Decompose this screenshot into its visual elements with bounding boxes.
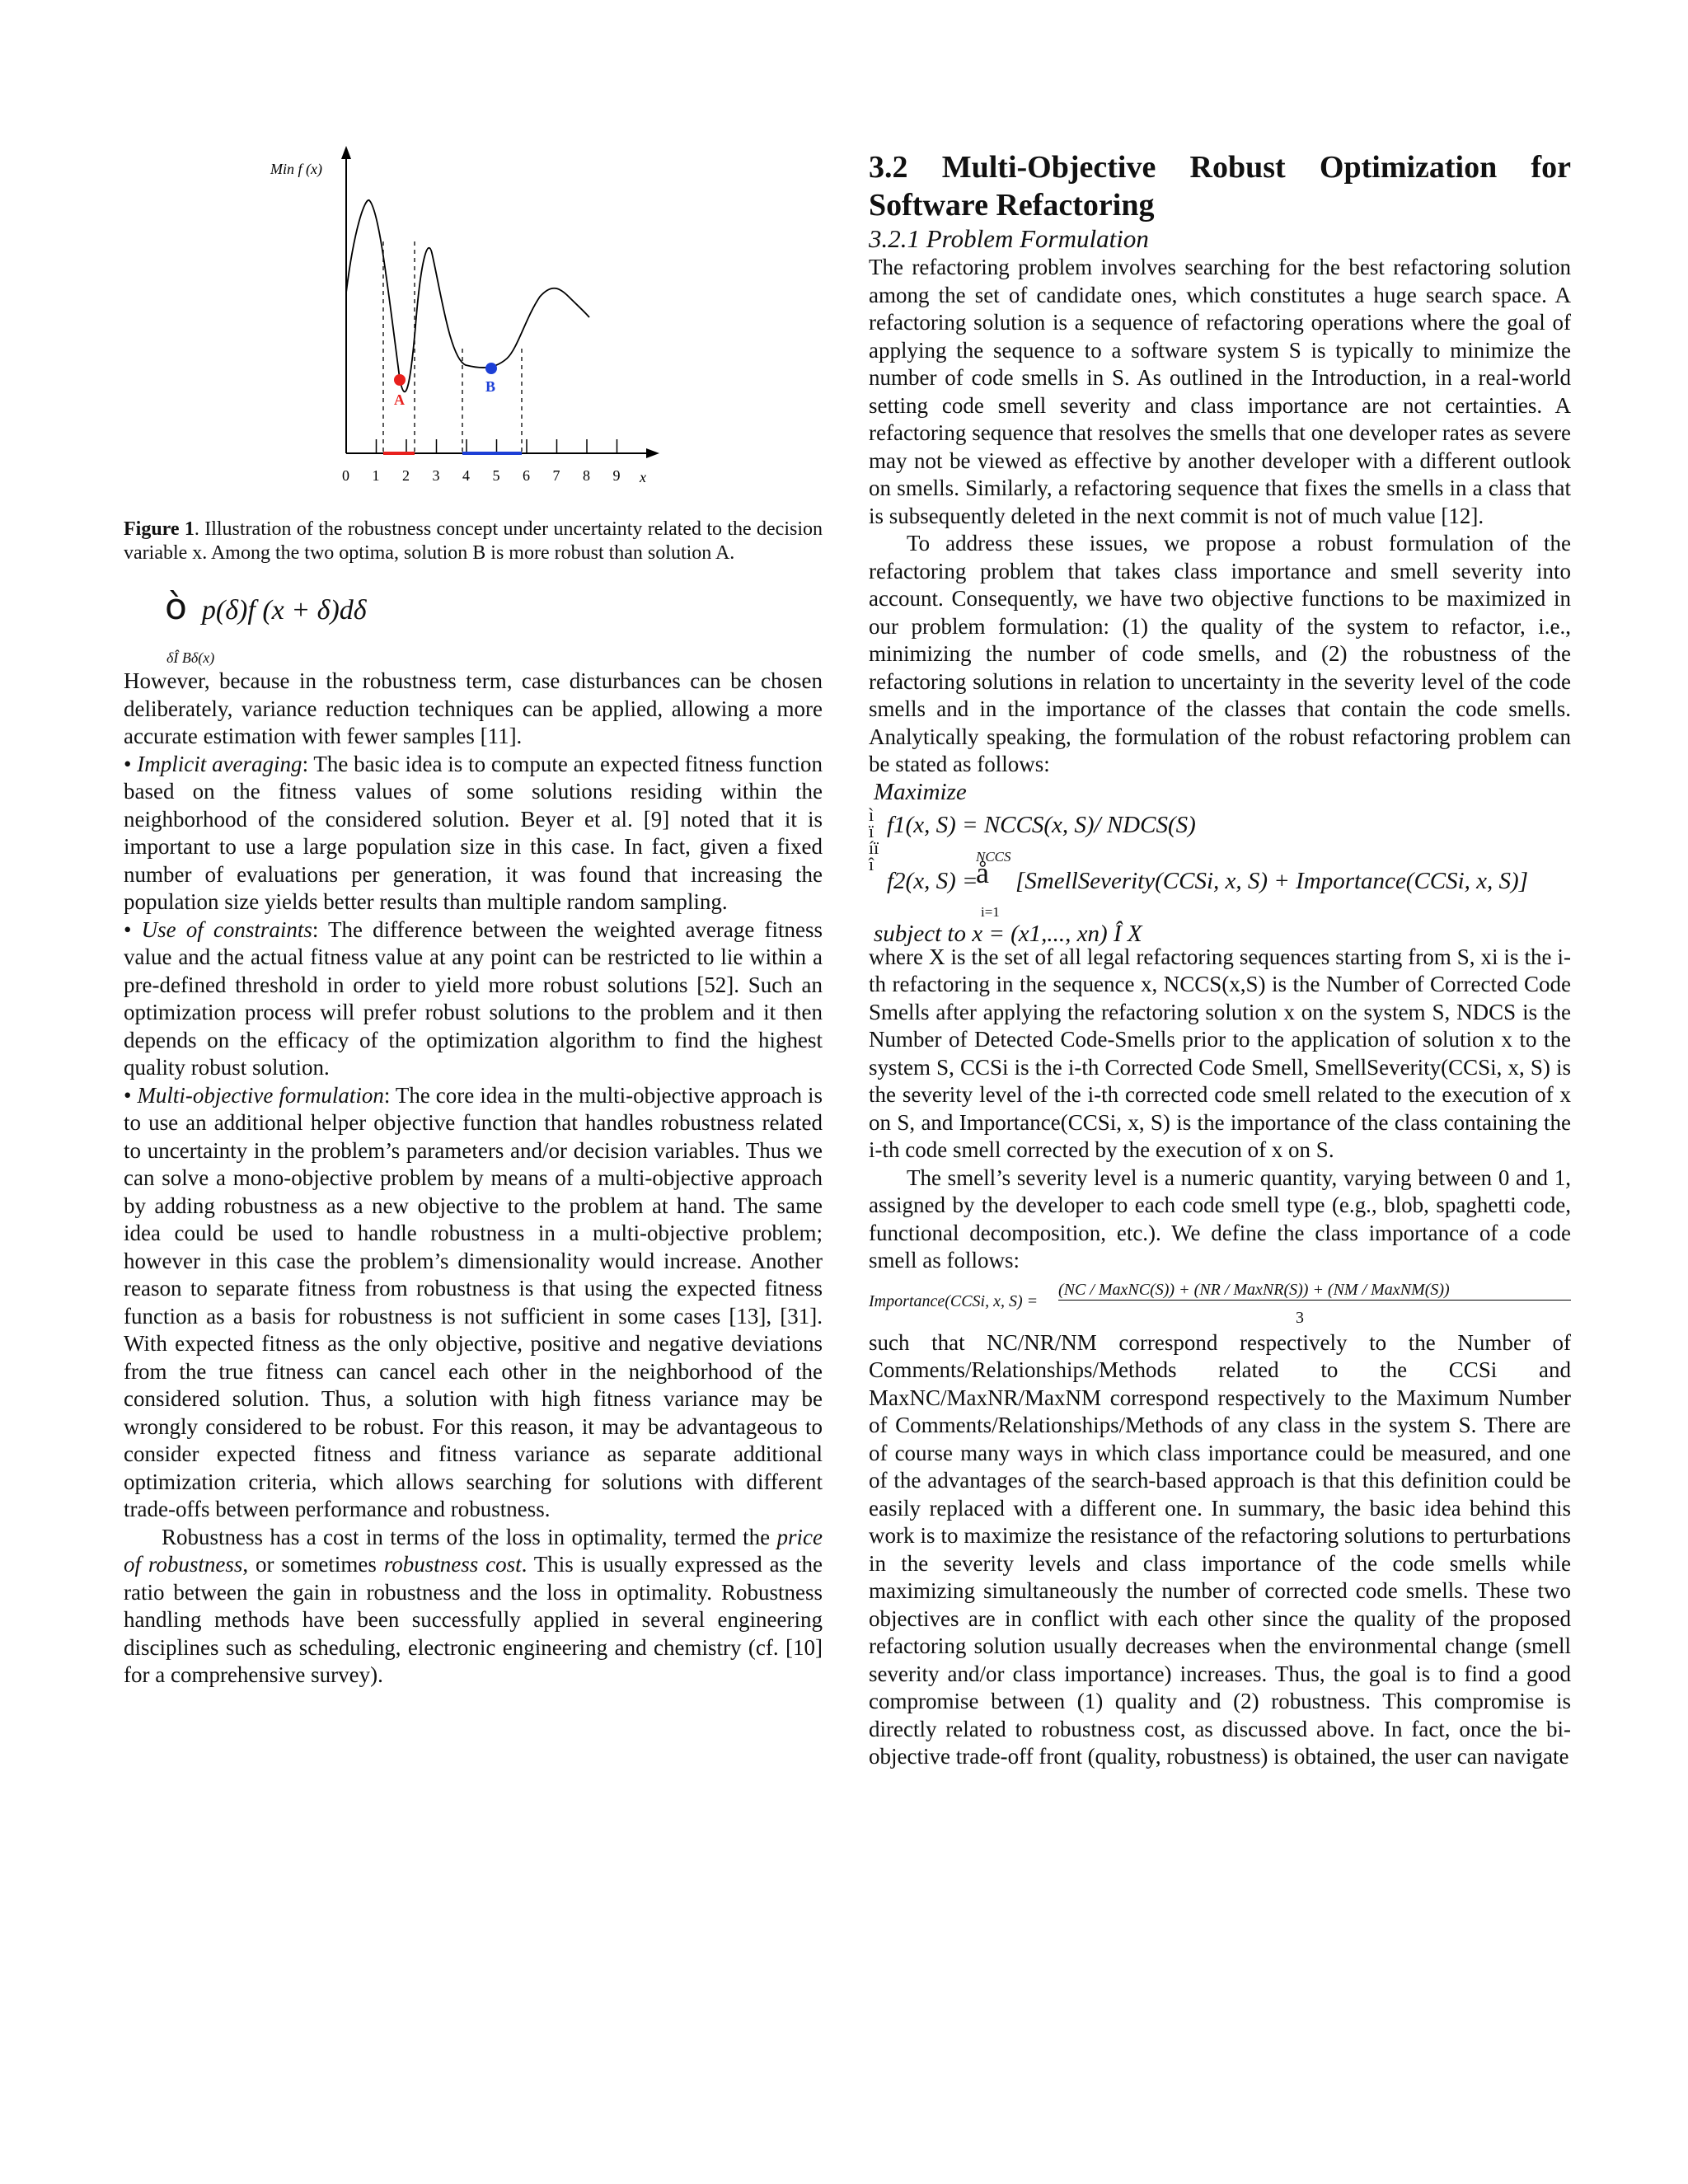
objective-f1: f1(x, S) = NCCS(x, S)/ NDCS(S) xyxy=(887,811,1196,838)
x-tick-label: 4 xyxy=(462,467,470,484)
importance-lhs: Importance(CCSi, x, S) = xyxy=(869,1291,1039,1310)
fraction-bar xyxy=(1058,1300,1571,1301)
importance-numerator: (NC / MaxNC(S)) + (NR / MaxNR(S)) + (NM / MaxNM(S)) xyxy=(1058,1280,1450,1299)
term-robustness-cost: robustness cost xyxy=(383,1552,522,1577)
x-tick-label: 7 xyxy=(552,467,560,484)
section-title: 3.2 Multi-Objective Robust Optimization for Software Refactoring xyxy=(869,150,1571,223)
x-tick-label: 6 xyxy=(523,467,530,484)
importance-formula xyxy=(869,1275,1571,1329)
left-paragraph-last xyxy=(124,1524,823,1690)
bullet-1-text: : The basic idea is to compute an expected fitness function based on the fitness values of some solutions residing within the neighborhood of the considered solution. Beyer et al. [9] noted that it is important to use a large population size in this case. In fact, given a fixed number of evaluations per generation, it was found that increasing the population size yields better results than multiple random sampling. xyxy=(124,751,823,914)
integral-subscript: δÎ Bδ(x) xyxy=(166,649,215,666)
fitness-curve xyxy=(346,200,589,391)
text-span: Robustness has a cost in terms of the loss in optimality, termed the xyxy=(162,1524,777,1549)
left-paragraph-1: However, because in the robustness term, case disturbances can be chosen deliberately, variance reduction techniques can be applied, allowing a more accurate estimation with fewer samples [11]. xyxy=(124,668,823,748)
optimization-formulation xyxy=(869,778,1571,947)
integral-symbol: ò xyxy=(165,586,187,628)
x-tick-label: 2 xyxy=(402,467,410,484)
text-span: . This is usually expressed as the ratio between the gain in robustness and the loss in optimality. Robustness handling methods have been successfully applied in several engineering disciplines such as scheduling, electronic engineering and chemistry (cf. [10] for a comprehensive survey). xyxy=(124,1552,823,1687)
x-tick-label: 0 xyxy=(342,467,349,484)
point-b-label: B xyxy=(485,378,496,395)
x-tick-label: 1 xyxy=(372,467,380,484)
point-b-marker xyxy=(485,363,497,374)
importance-denominator: 3 xyxy=(1296,1308,1304,1327)
point-a-label: A xyxy=(394,391,405,408)
integral-formula xyxy=(165,586,367,666)
maximize-label: Maximize xyxy=(874,778,967,805)
integral-expr: p(δ)f (x + δ)dδ xyxy=(201,595,367,626)
text-span: , or sometimes xyxy=(242,1552,384,1577)
robustness-figure xyxy=(256,136,717,515)
sum-lower: i=1 xyxy=(981,903,1000,920)
objective-f2-lhs: f2(x, S) = xyxy=(887,867,978,894)
bullet-3-term: Multi-objective formulation xyxy=(137,1082,384,1108)
bullet-use-of-constraints: • Use of constraints: The difference between the weighted average fitness value and the actual fitness value at any point can be restricted to lie within a pre-defined threshold in order to yield more robust solutions [52]. Such an optimization process will prefer robust solutions to the problem and it then depends on the efficacy of the optimization algorithm to find the highest quality robust solution. xyxy=(124,916,823,1080)
point-a-marker xyxy=(394,374,406,386)
x-tick-label: 9 xyxy=(612,467,621,484)
bullet-2-text: : The difference between the weighted average fitness value and the actual fitness value at any point can be restricted to lie within a pre-defined threshold in order to yield more robust solutions [52]. Such an optimization process will prefer robust solutions to the problem and it then depends on the efficacy of the optimization algorithm to find the highest quality robust solution. xyxy=(124,916,823,1080)
x-tick-label: 8 xyxy=(583,467,590,484)
bullet-multi-objective: • Multi-objective formulation: The core idea in the multi-objective approach is to use an additional helper objective function that handles robustness related to uncertainty in the problem’s parameters and/or decision variables. Thus we can solve a mono-objective problem by means of a multi-objective approach by adding robustness as a new objective to the problem at hand. The same idea could be used to handle robustness in a multi-objective problem; however in this case the problem’s dimensionality would increase. Another reason to separate fitness from robustness is that using the expected fitness function as a basis for robustness is not sufficient in some cases [13], [31]. With expected fitness as the only objective, positive and negative deviations from the true fitness can cancel each other in the neighborhood of the considered solution. Thus, a solution with high fitness variance may be wrongly considered to be robust. For this reason, it may be advantageous to consider expected fitness and fitness variance as separate additional optimization criteria, which allows searching for solutions with different trade-offs between performance and robustness. xyxy=(124,1082,823,1521)
y-axis-label: Min f (x) xyxy=(270,161,322,177)
left-column xyxy=(124,668,823,1690)
sum-upper: NCCS xyxy=(976,848,1011,865)
right-paragraph-3: where X is the set of all legal refactoring sequences starting from S, xi is the i-th refactoring in the sequence x, NCCS(x,S) is the Number of Corrected Code Smells after applying the refactoring solution x on the system S, NDCS is the Number of Detected Code-Smells prior to the application of solution x to the system S, CCSi is the i-th Corrected Code Smell, SmellSeverity(CCSi, x, S) is the severity level of the i-th corrected code smell related to the execution of x on S, and Importance(CCSi, x, S) is the importance of the class containing the i-th code smell corrected by the execution of x on S. xyxy=(869,944,1571,1162)
objective-f2-rhs: [SmellSeverity(CCSi, x, S) + Importance(CCSi, x, S)] xyxy=(1015,867,1528,894)
x-axis-arrow xyxy=(646,448,659,458)
x-axis-label: x xyxy=(640,469,646,485)
x-ticks xyxy=(342,439,621,484)
bullet-2-term: Use of constraints xyxy=(141,916,312,942)
constraint: subject to x = (x1,..., xn) Î X xyxy=(874,920,1142,947)
caption-label: Figure 1 xyxy=(124,518,195,540)
x-tick-label: 3 xyxy=(432,467,440,484)
right-paragraph-5: such that NC/NR/NM correspond respectively to the Number of Comments/Relationships/Methods related to the CCSi and MaxNC/MaxNR/MaxNM correspond respectively to the Maximum Number of Comments/Relationships/Methods of any class in the system S. There are of course many ways in which class importance could be measured, and one of the advantages of the search-based approach is that this definition could be easily replaced with a different one. In summary, the basic idea behind this work is to maximize the resistance of the refactoring solutions to perturbations in the severity levels and class importance of the code smells while maximizing simultaneously the number of corrected code smells. These two objectives are in conflict with each other since the quality of the proposed refactoring solution usually decreases when the environmental change (smell severity and/or class importance) increases. Thus, the goal is to find a good compromise between (1) quality and (2) robustness. This compromise is directly related to robustness cost, as discussed above. In fact, once the bi-objective trade-off front (quality, robustness) is obtained, the user can navigate xyxy=(869,1329,1571,1769)
bullet-1-term: Implicit averaging xyxy=(137,751,302,776)
caption-text: . Illustration of the robustness concept under uncertainty related to the decision variable x. Among the two optima, solution B is more robust than solution A. xyxy=(124,518,823,564)
figure-caption xyxy=(124,518,823,565)
right-paragraph-4: The smell’s severity level is a numeric quantity, varying between 0 and 1, assigned by the developer to each code smell type (e.g., blob, spaghetti code, functional decomposition, etc.). We define the class importance of a code smell as follows: xyxy=(869,1165,1571,1272)
right-paragraph-1: The refactoring problem involves searching for the best refactoring solution among the set of candidate ones, which constitutes a huge search space. A refactoring solution is a sequence of refactoring operations where the goal of applying the sequence to a software system S is typically to minimize the number of code smells in S. As outlined in the Introduction, in a real-world setting code smell severity and class importance are not certainties. A refactoring sequence that resolves the smells that one developer rates as severe may not be viewed as effective by another developer with a different outlook on smells. Similarly, a refactoring sequence that fixes the smells in a class that is subsequently deleted in the next commit is not of much value [12]. xyxy=(869,255,1571,528)
term-price-of-robustness: price of robustness xyxy=(124,1524,823,1577)
dashed-lines xyxy=(383,241,522,453)
sum-symbol: å xyxy=(976,855,989,889)
y-axis-arrow xyxy=(341,146,351,159)
x-tick-label: 5 xyxy=(492,467,500,484)
bullet-3-text: : The core idea in the multi-objective approach is to use an additional helper objective function that handles robustness related to uncertainty in the problem’s parameters and/or decision variables. Thus we can solve a mono-objective problem by means of a multi-objective approach by adding robustness as a new objective to the problem at hand. The same idea could be used to handle robustness in a multi-objective problem; however in this case the problem’s dimensionality would increase. Another reason to separate fitness from robustness is that using the expected fitness function as a basis for robustness is not sufficient in some cases [13], [31]. With expected fitness as the only objective, positive and negative deviations from the true fitness can cancel each other in the neighborhood of the considered solution. Thus, a solution with high fitness variance may be wrongly considered to be robust. For this reason, it may be advantageous to consider expected fitness and fitness variance as separate additional optimization criteria, which allows searching for solutions with different trade-offs between performance and robustness. xyxy=(124,1082,823,1521)
subsection-title: 3.2.1 Problem Formulation xyxy=(869,224,1149,253)
right-column xyxy=(869,148,1571,1771)
brace: ì ï íï î xyxy=(869,804,879,874)
right-paragraph-2: To address these issues, we propose a robust formulation of the refactoring problem that takes class importance and smell severity into account. Consequently, we have two objective functions to be maximized in our problem formulation: (1) the quality of the system to refactor, i.e., minimizing the number of code smells, and (2) the robustness of the refactoring solutions in relation to uncertainty in the severity level of the code smells and in the importance of the classes that contain the code smells. Analytically speaking, the formulation of the robust refactoring problem can be stated as follows: xyxy=(869,531,1571,776)
bullet-implicit-averaging: • Implicit averaging: The basic idea is to compute an expected fitness function based on the fitness values of some solutions residing within the neighborhood of the considered solution. Beyer et al. [9] noted that it is important to use a large population size in this case. In fact, given a fixed number of evaluations per generation, it was found that increasing the population size yields better results than multiple random sampling. xyxy=(124,751,823,914)
